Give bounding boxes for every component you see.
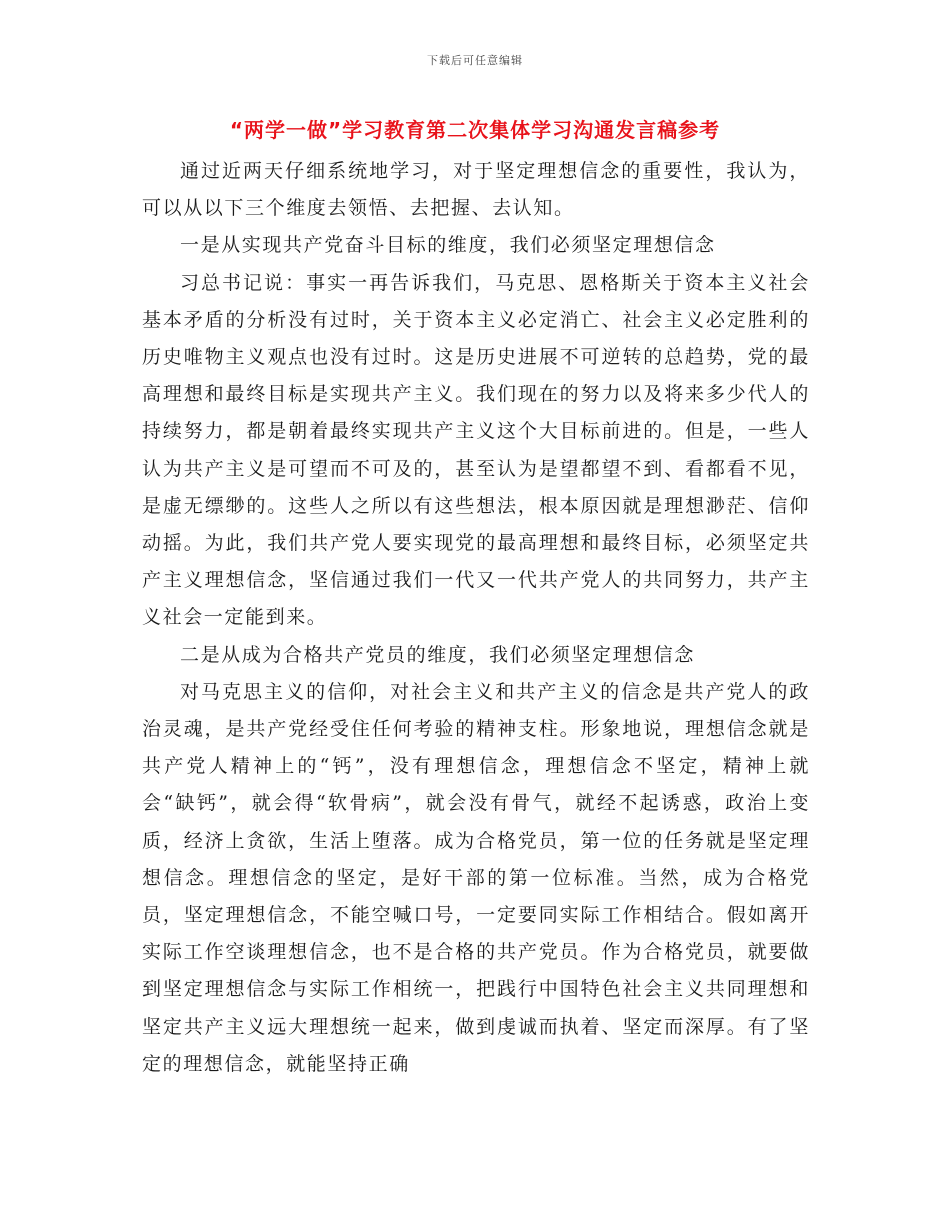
paragraph-heading-two: 二是从成为合格共产党员的维度，我们必须坚定理想信念 bbox=[180, 643, 696, 666]
header-note: 下载后可任意编辑 bbox=[427, 54, 523, 67]
paragraph-heading-one: 一是从实现共产党奋斗目标的维度，我们必须坚定理想信念 bbox=[180, 234, 716, 257]
paragraph-section-one: 习总书记说：事实一再告诉我们，马克思、恩格斯关于资本主义社会基本矛盾的分析没有过时，关于资本主义必定消亡、社会主义必定胜利的历史唯物主义观点也没有过时。这是历史进展不可逆转的总趋势，党的最高理想和最终目标是实现共产主义。我们现在的努力以及将来多少代人的持续努力，都是朝着最终实现共产主义这个大目标前进的。但是，一些人认为共产主义是可望而不可及的，甚至认为是望都望不到、看都看不见，是虚无缥缈的。这些人之所以有这些想法，根本原因就是理想渺茫、信仰动摇。为此，我们共产党人要实现党的最高理想和最终目标，必须坚定共产主义理想信念，坚信通过我们一代又一代共产党人的共同努力，共产主义社会一定能到来。 bbox=[142, 271, 810, 629]
paragraph-intro: 通过近两天仔细系统地学习，对于坚定理想信念的重要性，我认为，可以从以下三个维度去领悟、去把握、去认知。 bbox=[142, 160, 810, 220]
document-body bbox=[142, 153, 810, 1083]
document-title: “两学一做”学习教育第二次集体学习沟通发言稿参考 bbox=[229, 118, 721, 142]
paragraph-section-two: 对马克思主义的信仰，对社会主义和共产主义的信念是共产党人的政治灵魂，是共产党经受住任何考验的精神支柱。形象地说，理想信念就是共产党人精神上的“钙”，没有理想信念，理想信念不坚定，精神上就会“缺钙”，就会得“软骨病”，就会没有骨气，就经不起诱惑，政治上变质，经济上贪欲，生活上堕落。成为合格党员，第一位的任务就是坚定理想信念。理想信念的坚定，是好干部的第一位标准。当然，成为合格党员，坚定理想信念，不能空喊口号，一定要同实际工作相结合。假如离开实际工作空谈理想信念，也不是合格的共产党员。作为合格党员，就要做到坚定理想信念与实际工作相统一，把践行中国特色社会主义共同理想和坚定共产主义远大理想统一起来，做到虔诚而执着、坚定而深厚。有了坚定的理想信念，就能坚持正确 bbox=[142, 680, 810, 1075]
